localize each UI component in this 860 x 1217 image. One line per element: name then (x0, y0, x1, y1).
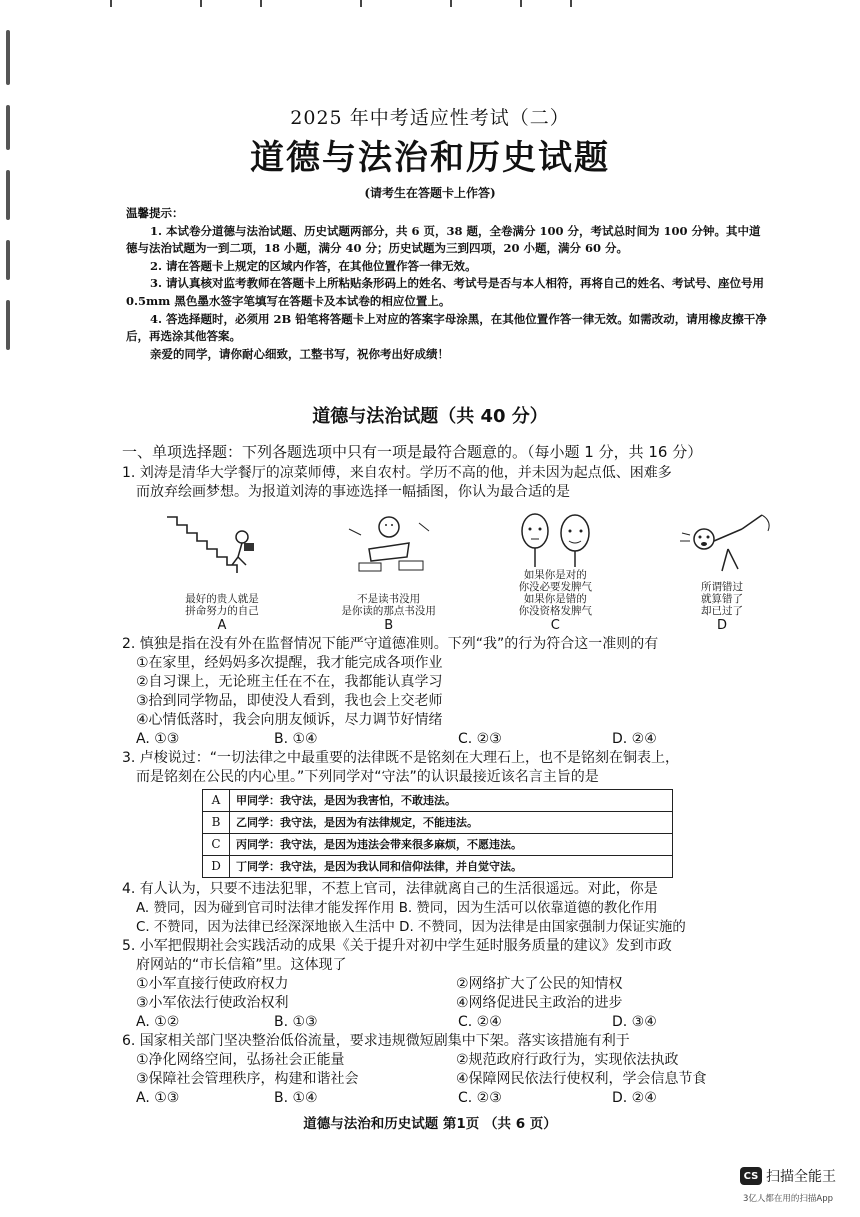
q4-options: C. 不赞同，因为法律已经深深地嵌入生活中 D. 不赞同，因为法律是由国家强制力保证实施的 (136, 920, 686, 935)
q6-option-d: D. ②④ (612, 1090, 657, 1106)
q2-option-b: B. ①④ (274, 731, 318, 747)
q3-table (202, 789, 673, 878)
q5-option-c: C. ②④ (458, 1014, 502, 1030)
q5-item: ④网络促进民主政治的进步 (456, 995, 623, 1011)
q2-stem: 2. 慎独是指在没有外在监督情况下能严守道德准则。下列“我”的行为符合这一准则的有 (122, 636, 659, 652)
q1-caption-b: 不是读书没用 是你读的那点书没用 (341, 593, 436, 617)
tip-item: 1. 本试卷分道德与法治试题、历史试题两部分，共 6 页，38 题，全卷满分 100 分，考试总时间为 100 分钟。其中道德与法治试题为一到二项，18 小题，满分 40 分；历史试题为三到四项，20 小题，满分 60 分。 (126, 223, 761, 256)
q6-options (122, 1089, 782, 1108)
q3-stem: 而是铭刻在公民的内心里。”下列同学对“守法”的认识最接近该名言主旨的是 (136, 769, 599, 785)
q1-caption-d: 所谓错过 就算错了 却已过了 (700, 581, 743, 617)
q6-item: ③保障社会管理秩序，构建和谐社会 (136, 1071, 359, 1087)
two-faces-icon (495, 509, 615, 571)
q1-picture-d (652, 509, 792, 631)
q1-caption-a: 最好的贵人就是 拼命努力的自己 (185, 593, 259, 617)
q5-item: ②网络扩大了公民的知情权 (456, 976, 623, 992)
q6-item: ②规范政府行政行为，实现依法执政 (456, 1052, 679, 1068)
q1-stem: 1. 刘涛是清华大学餐厅的凉菜师傅，来自农村。学历不高的他，并未因为起点低、困难多 (122, 465, 672, 481)
q2-option-d: D. ②④ (612, 731, 657, 747)
q2-option-c: C. ②③ (458, 731, 502, 747)
table-row: D 丁同学：我守法，是因为我认同和信仰法律，并自觉守法。 (203, 856, 673, 878)
q1-picture-a (152, 509, 292, 631)
exam-subtitle: 2025 年中考适应性考试（二） (290, 107, 570, 129)
scanner-name: 扫描全能王 (766, 1169, 836, 1185)
tip-closing: 亲爱的同学，请你耐心细致，工整书写，祝你考出好成绩！ (150, 346, 449, 361)
q1-stem: 而放弃绘画梦想。为报道刘涛的事迹选择一幅插图，你认为最合适的是 (136, 484, 570, 500)
q2-item: ③拾到同学物品，即使没人看到，我也会上交老师 (136, 693, 443, 709)
page-footer: 道德与法治和历史试题 第1页 （共 6 页） (303, 1116, 557, 1132)
exam-tips (126, 205, 772, 363)
q1-letter-d: D (716, 618, 727, 633)
scanner-tagline: 3亿人都在用的扫描App (743, 1194, 834, 1204)
part-heading: 一、单项选择题：下列各题选项中只有一项是最符合题意的。（每小题 1 分，共 16 分） (122, 443, 703, 461)
q5-option-d: D. ③④ (612, 1014, 657, 1030)
q1-picture-b (319, 509, 459, 631)
q5-option-b: B. ①③ (274, 1014, 318, 1030)
q6-stem: 6. 国家相关部门坚决整治低俗流量，要求违规微短剧集中下架。落实该措施有利于 (122, 1033, 630, 1049)
q6-option-a: A. ①③ (136, 1090, 180, 1106)
q5-stem: 5. 小军把假期社会实践活动的成果《关于提升对初中学生延时服务质量的建议》发到市政 (122, 938, 672, 954)
scan-top-artifact (100, 0, 660, 8)
q6-option-c: C. ②③ (458, 1090, 502, 1106)
q1-letter-a: A (217, 618, 227, 633)
waving-man-icon (662, 509, 782, 579)
q2-item: ②自习课上，无论班主任在不在，我都能认真学习 (136, 674, 443, 690)
exam-title: 道德与法治和历史试题 (250, 138, 610, 178)
q1-letter-b: B (384, 618, 394, 633)
q2-options (122, 730, 782, 749)
q4-options: A. 赞同，因为碰到官司时法律才能发挥作用 B. 赞同，因为生活可以依靠道德的教化作用 (136, 901, 658, 916)
q4-stem: 4. 有人认为，只要不违法犯罪，不惹上官司，法律就离自己的生活很遥远。对此，你是 (122, 881, 658, 897)
tips-heading: 温馨提示： (126, 206, 184, 220)
question-body (122, 443, 782, 1108)
q2-item: ①在家里，经妈妈多次提醒，我才能完成各项作业 (136, 655, 443, 671)
q1-picture-c (485, 509, 625, 631)
books-boy-icon (329, 509, 449, 579)
section-title: 道德与法治试题（共 40 分） (312, 406, 548, 427)
q6-item: ④保障网民依法行使权利，学会信息节食 (456, 1071, 707, 1087)
q5-stem: 府网站的“市长信箱”里。这体现了 (136, 957, 347, 973)
q2-option-a: A. ①③ (136, 731, 180, 747)
tip-item: 2. 请在答题卡上规定的区域内作答，在其他位置作答一律无效。 (150, 258, 477, 273)
q5-item: ①小军直接行使政府权力 (136, 976, 289, 992)
stairs-climber-icon (162, 509, 282, 579)
scanner-watermark (740, 1166, 836, 1186)
q6-item: ①净化网络空间，弘扬社会正能量 (136, 1052, 345, 1068)
q6-option-b: B. ①④ (274, 1090, 318, 1106)
tip-item: 3. 请认真核对监考教师在答题卡上所粘贴条形码上的姓名、考试号是否与本人相符，再将自己的姓名、考试号、座位号用 0.5mm 黑色墨水签字笔填写在答题卡及本试卷的相应位置上。 (126, 276, 765, 308)
camscanner-logo-icon: CS (740, 1167, 762, 1185)
table-row: C 丙同学：我守法，是因为违法会带来很多麻烦，不愿违法。 (203, 834, 673, 856)
q5-item: ③小军依法行使政治权利 (136, 995, 289, 1011)
tip-item: 4. 答选择题时，必须用 2B 铅笔将答题卡上对应的答案字母涂黑，在其他位置作答一律无效。如需改动，请用橡皮擦干净后，再选涂其他答案。 (126, 311, 767, 344)
q1-caption-c: 如果你是对的 你没必要发脾气 如果你是错的 你没资格发脾气 (518, 569, 593, 617)
q2-item: ④心情低落时，我会向朋友倾诉，尽力调节好情绪 (136, 712, 443, 728)
q1-letter-c: C (550, 618, 560, 633)
answer-note: (请考生在答题卡上作答) (364, 186, 496, 200)
q3-stem: 3. 卢梭说过：“一切法律之中最重要的法律既不是铭刻在大理石上，也不是铭刻在铜表上， (122, 750, 680, 766)
table-row: B 乙同学：我守法，是因为有法律规定，不能违法。 (203, 812, 673, 834)
table-row: A 甲同学：我守法，是因为我害怕，不敢违法。 (203, 790, 673, 812)
q5-option-a: A. ①② (136, 1014, 180, 1030)
q1-pictures (152, 509, 792, 631)
q5-options (122, 1013, 782, 1032)
